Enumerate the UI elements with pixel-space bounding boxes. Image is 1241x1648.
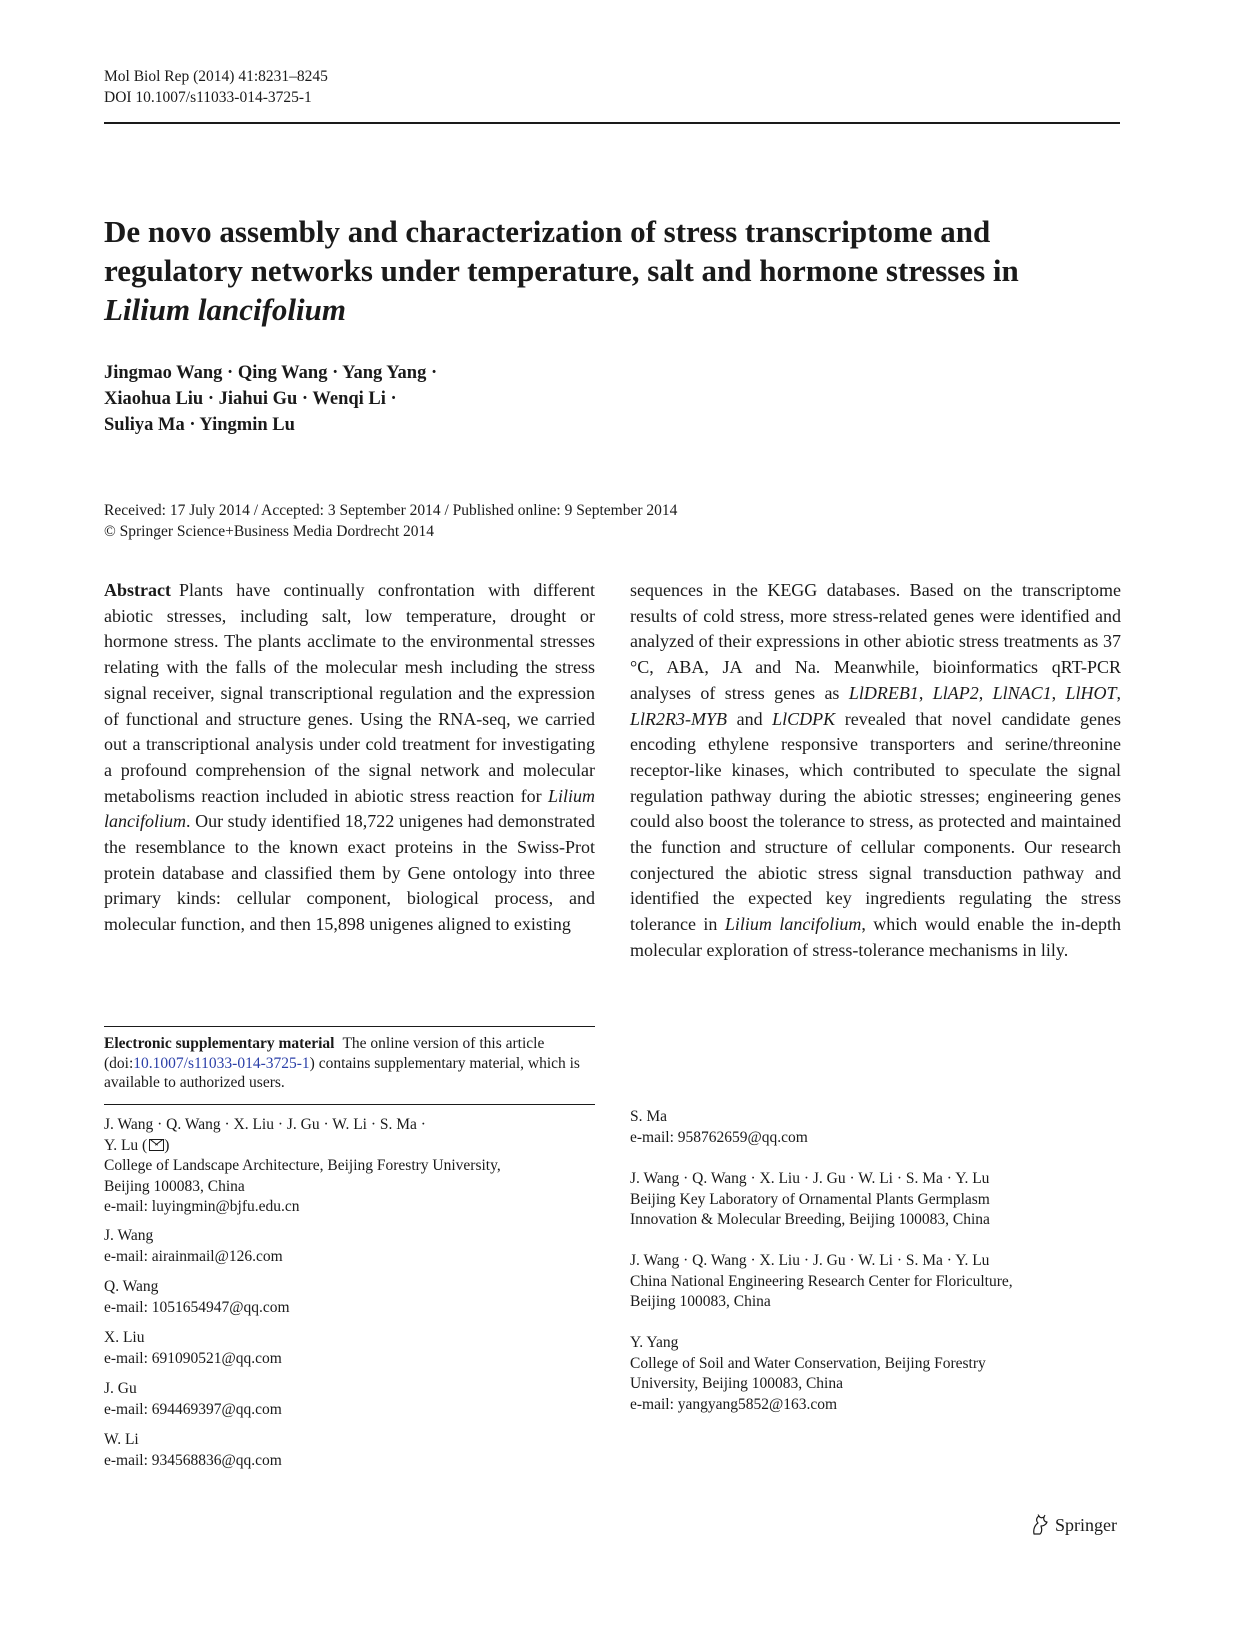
gene-cdpk: LlCDPK (772, 708, 836, 729)
contact-name: W. Li (104, 1431, 139, 1448)
gene-separator: , (918, 682, 933, 703)
affiliation-institution-2: Beijing 100083, China (104, 1177, 245, 1195)
title-text: De novo assembly and characterization of stress transcriptome and regulatory networks under temperature, salt and hormone stresses in (104, 214, 1019, 288)
affiliation-authors: J. Wang · Q. Wang · X. Liu · J. Gu · W. Li · S. Ma · Y. Lu (630, 1170, 990, 1187)
gene-ap2: LlAP2 (932, 682, 979, 703)
affiliation-line-1: China National Engineering Research Center for Floriculture, (630, 1272, 1013, 1290)
publisher-name: Springer (1055, 1515, 1117, 1535)
contact-email[interactable]: e-mail: airainmail@126.com (104, 1247, 283, 1265)
affiliation-line-2: University, Beijing 100083, China (630, 1375, 843, 1392)
gene-nac1: LlNAC1 (992, 682, 1052, 703)
abstract-left-column (104, 578, 595, 988)
affiliation-authors: J. Wang · Q. Wang · X. Liu · J. Gu · W. Li · S. Ma · Y. Lu (630, 1252, 990, 1269)
affiliation-line-1: Beijing Key Laboratory of Ornamental Plants Germplasm (630, 1190, 990, 1208)
affiliation-authors-line-1: J. Wang · Q. Wang · X. Liu · J. Gu · W. Li · S. Ma · (104, 1116, 426, 1133)
article-title (104, 212, 1064, 329)
doi-line: DOI 10.1007/s11033-014-3725-1 (104, 89, 312, 106)
esm-text-a: The online version of this article (doi: (104, 1035, 545, 1072)
esm-text-b: ) contains supplementary material, which is available to authorized users. (104, 1054, 580, 1091)
contact-qwang (104, 1277, 595, 1318)
contact-email[interactable]: e-mail: 958762659@qq.com (630, 1128, 808, 1146)
affiliation-line-1: College of Soil and Water Conservation, Beijing Forestry (630, 1354, 986, 1372)
affiliation-line-2: Innovation & Molecular Breeding, Beijing 100083, China (630, 1211, 990, 1228)
envelope-icon (149, 1139, 164, 1151)
header-rule (104, 122, 1120, 124)
abstract-species-2: Lilium lancifolium (724, 914, 862, 935)
contact-jwang (104, 1226, 595, 1267)
gene-separator: , (1116, 682, 1122, 703)
esm-heading: Electronic supplementary material (104, 1035, 335, 1052)
abstract-text-d: revealed that novel candidate genes encoding ethylene responsive transporters and serine/threonine receptor-like kinases, which contributed to speculate the signal regulation pathway during the abiotic stresses; engineering genes could also boost the tolerance to stress, as protected and maintained the function and structure of cellular components. Our research conjectured the abiotic stress signal transduction pathway and identified the expected key ingredients regulating the stress tolerance in (630, 708, 1121, 935)
authors-line-1: Jingmao Wang · Qing Wang · Yang Yang · (104, 363, 438, 383)
gene-hot: LlHOT (1065, 682, 1117, 703)
contact-email[interactable]: e-mail: 1051654947@qq.com (104, 1298, 290, 1316)
contact-xliu (104, 1328, 595, 1369)
author-list (104, 360, 604, 438)
contact-name: S. Ma (630, 1108, 668, 1125)
contact-email[interactable]: e-mail: 694469397@qq.com (104, 1400, 282, 1418)
contact-name: J. Wang (104, 1227, 154, 1244)
affiliation-email[interactable]: e-mail: luyingmin@bjfu.edu.cn (104, 1198, 300, 1215)
abstract-text-c: sequences in the KEGG databases. Based on the transcriptome results of cold stress, more stress-related genes were identified and analyzed of their expressions in other abiotic stress treatments as 37 °C, ABA, JA and Na. Meanwhile, bioinformatics qRT-PCR analyses of stress genes as (630, 580, 1121, 703)
journal-header (104, 66, 328, 108)
abstract-text-e: , which would enable the in-depth molecular exploration of stress-tolerance mechanisms in lily. (630, 914, 1121, 960)
copyright-line: © Springer Science+Business Media Dordrecht 2014 (104, 523, 435, 540)
contact-name: Y. Yang (630, 1334, 679, 1351)
affiliation-main (104, 1115, 595, 1218)
contact-name: Q. Wang (104, 1278, 159, 1295)
supplementary-material-note (104, 1034, 595, 1093)
springer-logo (1030, 1513, 1117, 1537)
abstract-heading: Abstract (104, 580, 171, 600)
authors-line-3: Suliya Ma · Yingmin Lu (104, 415, 295, 435)
affiliation-soil-water (630, 1333, 1121, 1415)
abstract-paragraph-right (630, 578, 1121, 964)
contact-jgu (104, 1379, 595, 1420)
esm-top-rule (104, 1026, 595, 1027)
doi-link[interactable]: 10.1007/s11033-014-3725-1 (133, 1054, 310, 1072)
contact-name: X. Liu (104, 1329, 145, 1346)
authors-line-2: Xiaohua Liu · Jiahui Gu · Wenqi Li · (104, 389, 397, 409)
title-species: Lilium lancifolium (104, 292, 347, 327)
affiliation-authors-line-2: Y. Lu ( ) (104, 1136, 170, 1154)
received-accepted-line: Received: 17 July 2014 / Accepted: 3 September 2014 / Published online: 9 September 2014 (104, 502, 678, 519)
affiliation-institution-1: College of Landscape Architecture, Beijing Forestry University, (104, 1157, 501, 1174)
esm-bottom-rule (104, 1104, 595, 1105)
abstract-text-a: Plants have continually confrontation with different abiotic stresses, including salt, low temperature, drought or hormone stress. The plants acclimate to the environmental stresses relating with the falls of the molecular mesh including the stress signal receiver, signal transcriptional regulation and the expression of functional and structure genes. Using the RNA-seq, we carried out a transcriptional analysis under cold treatment for investigating a profound comprehension of the signal network and molecular metabolisms reaction included in abiotic stress reaction for (104, 580, 595, 806)
gene-r2r3-myb: LlR2R3-MYB (630, 708, 727, 729)
contact-email[interactable]: e-mail: 691090521@qq.com (104, 1349, 282, 1367)
contact-sma (630, 1107, 1121, 1148)
corresponding-author: Y. Lu (104, 1136, 139, 1154)
gene-conjunction: and (727, 708, 773, 729)
contact-wli (104, 1430, 595, 1471)
affiliation-line-2: Beijing 100083, China (630, 1293, 771, 1310)
contact-email[interactable]: e-mail: 934568836@qq.com (104, 1451, 282, 1469)
journal-citation: Mol Biol Rep (2014) 41:8231–8245 (104, 68, 328, 85)
affiliation-key-laboratory (630, 1169, 1121, 1231)
contact-name: J. Gu (104, 1380, 137, 1397)
publication-dates (104, 500, 1104, 542)
springer-horse-icon (1030, 1514, 1050, 1536)
gene-separator: , (1051, 682, 1066, 703)
abstract-text-b: . Our study identified 18,722 unigenes had demonstrated the resemblance to the known exact proteins in the Swiss-Prot protein database and classified them by Gene ontology into three primary kinds: cellular component, biological process, and molecular function, and then 15,898 unigenes aligned to existing (104, 811, 595, 935)
affiliation-engineering-center (630, 1251, 1121, 1313)
abstract-species-1: Lilium lancifolium (104, 785, 595, 832)
contact-email[interactable]: e-mail: yangyang5852@163.com (630, 1395, 838, 1413)
abstract-right-column (630, 578, 1121, 964)
gene-dreb1: LlDREB1 (848, 682, 919, 703)
gene-separator: , (978, 682, 993, 703)
abstract-paragraph-left (104, 578, 595, 938)
